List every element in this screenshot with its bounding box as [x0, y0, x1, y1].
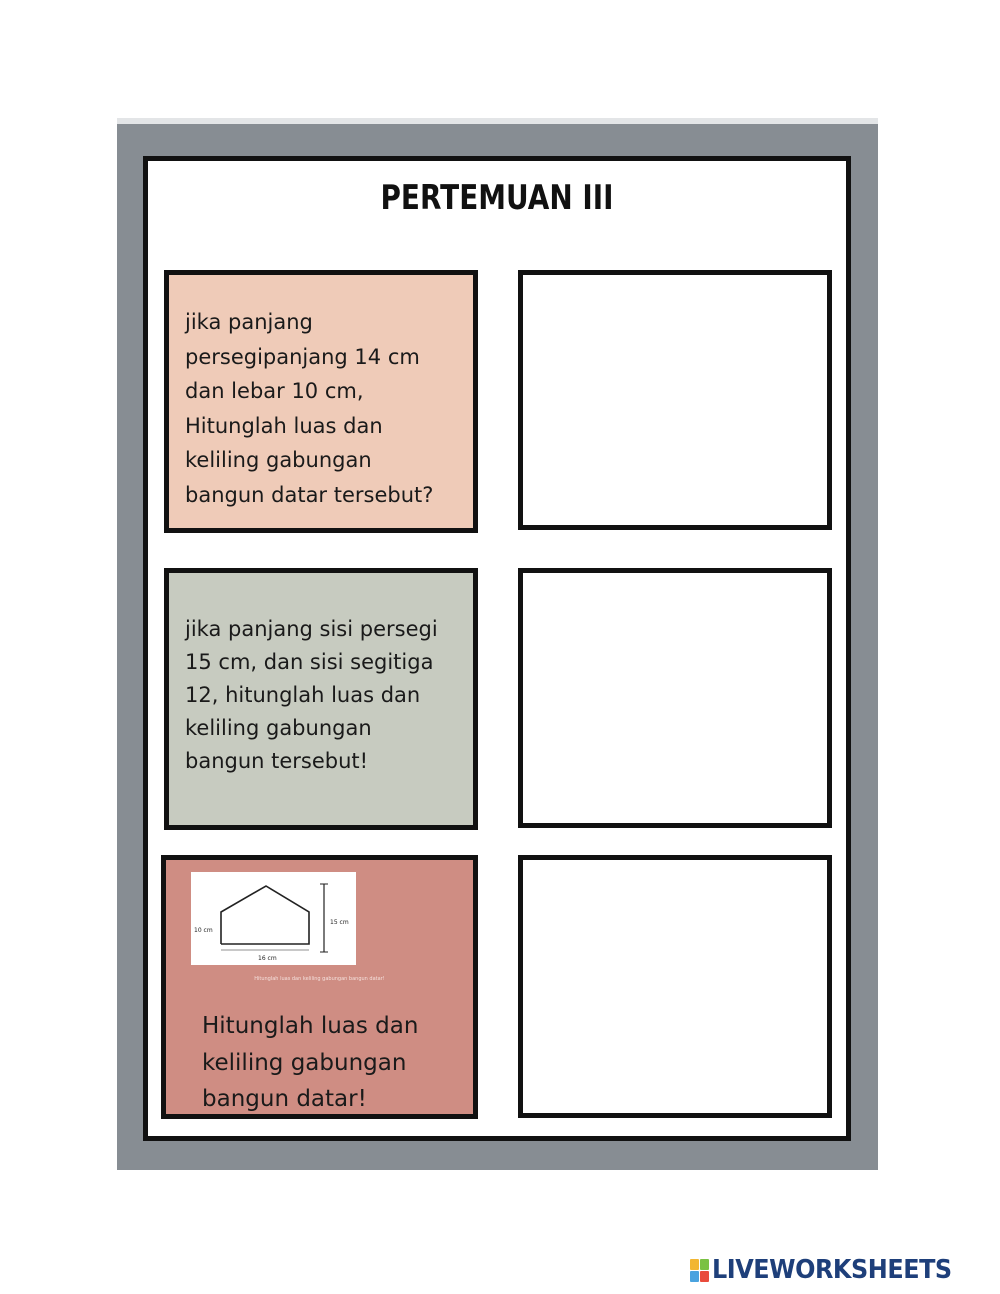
- question-text-3: Hitunglah luas dan keliling gabungan bangun datar!: [202, 1013, 419, 1112]
- question-card-2: [164, 568, 478, 830]
- figure-caption: Hitunglah luas dan keliling gabungan bangun datar!: [254, 976, 385, 982]
- answer-box-2[interactable]: [518, 568, 832, 828]
- liveworksheets-logo-icon: [690, 1259, 709, 1282]
- question-card-3: [161, 855, 478, 1119]
- answer-box-1[interactable]: [518, 270, 832, 530]
- logo-square: [690, 1259, 699, 1270]
- question-card-1: [164, 270, 478, 533]
- label-left: 10 cm: [194, 927, 213, 934]
- liveworksheets-logo[interactable]: [690, 1254, 973, 1286]
- question-text-1: jika panjang persegipanjang 14 cm dan lebar 10 cm, Hitunglah luas dan keliling gabungan bangun datar tersebut?: [185, 310, 434, 507]
- composite-shape-figure: [191, 872, 356, 965]
- label-bottom: 16 cm: [258, 955, 277, 962]
- logo-square: [690, 1271, 699, 1282]
- answer-box-3[interactable]: [518, 855, 832, 1118]
- brand-name: LIVEWORKSHEETS: [712, 1255, 952, 1285]
- logo-square: [700, 1271, 709, 1282]
- question-text-2: jika panjang sisi persegi 15 cm, dan sisi segitiga 12, hitunglah luas dan keliling gabungan bangun tersebut!: [185, 617, 438, 773]
- house-shape-diagram: [191, 872, 356, 965]
- label-right: 15 cm: [330, 919, 349, 926]
- page-title: PERTEMUAN III: [380, 178, 614, 218]
- logo-square: [700, 1259, 709, 1270]
